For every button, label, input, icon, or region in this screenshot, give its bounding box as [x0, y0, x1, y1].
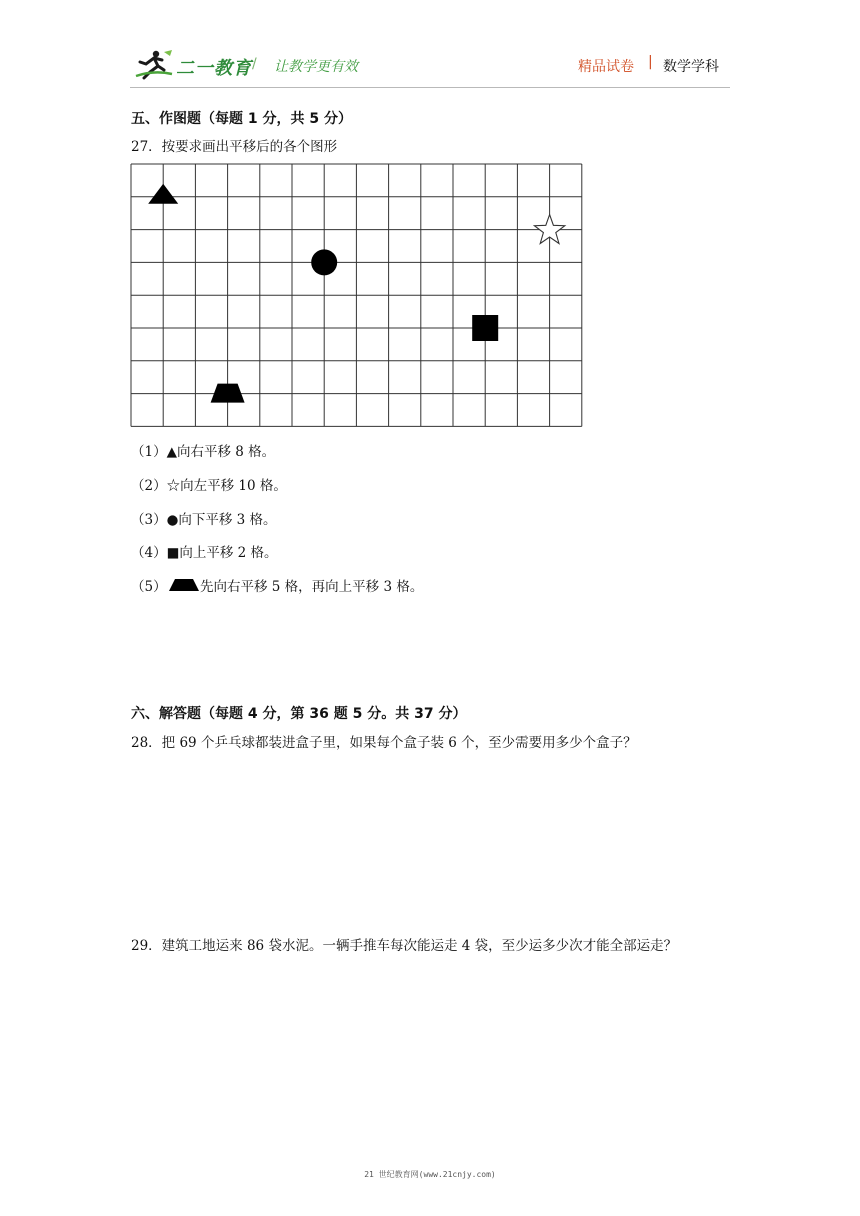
item-5-number: （5） [131, 579, 167, 595]
section-6-title: 六、解答题（每题 4 分，第 36 题 5 分。共 37 分） [131, 706, 467, 722]
header-separator: | [648, 54, 653, 70]
logo-tagline: 让教学更有效 [274, 59, 358, 75]
circle-shape [311, 249, 337, 275]
item-4: （4）■向上平移 2 格。 [131, 545, 278, 561]
grid-lines [131, 164, 582, 426]
question-28: 28．把 69 个乒乓球都装进盒子里，如果每个盒子装 6 个，至少需要用多少个盒子？ [131, 735, 637, 751]
header-subject: 数学学科 [663, 59, 719, 75]
trapezoid-icon [168, 578, 200, 592]
logo-slash: / [252, 56, 257, 72]
item-3: （3）●向下平移 3 格。 [131, 512, 277, 528]
triangle-shape [148, 184, 178, 204]
section-5-title: 五、作图题（每题 1 分，共 5 分） [131, 111, 352, 127]
translation-grid [130, 163, 584, 428]
runner-logo-icon [134, 48, 174, 80]
item-1: （1）▲向右平移 8 格。 [131, 444, 276, 460]
header-badge: 精品试卷 [578, 59, 634, 75]
trapezoid-shape [211, 384, 245, 403]
item-5-text: 先向右平移 5 格，再向上平移 3 格。 [200, 579, 424, 595]
question-29: 29．建筑工地运来 86 袋水泥。一辆手推车每次能运走 4 袋，至少运多少次才能全部运走？ [131, 938, 678, 954]
square-shape [472, 315, 498, 341]
logo-name: 二一教育 [176, 58, 252, 79]
page-footer: 21 世纪教育网(www.21cnjy.com) [364, 1170, 496, 1179]
question-27: 27．按要求画出平移后的各个图形 [131, 139, 338, 155]
header-divider [130, 87, 730, 88]
item-2: （2）☆向左平移 10 格。 [131, 478, 287, 494]
